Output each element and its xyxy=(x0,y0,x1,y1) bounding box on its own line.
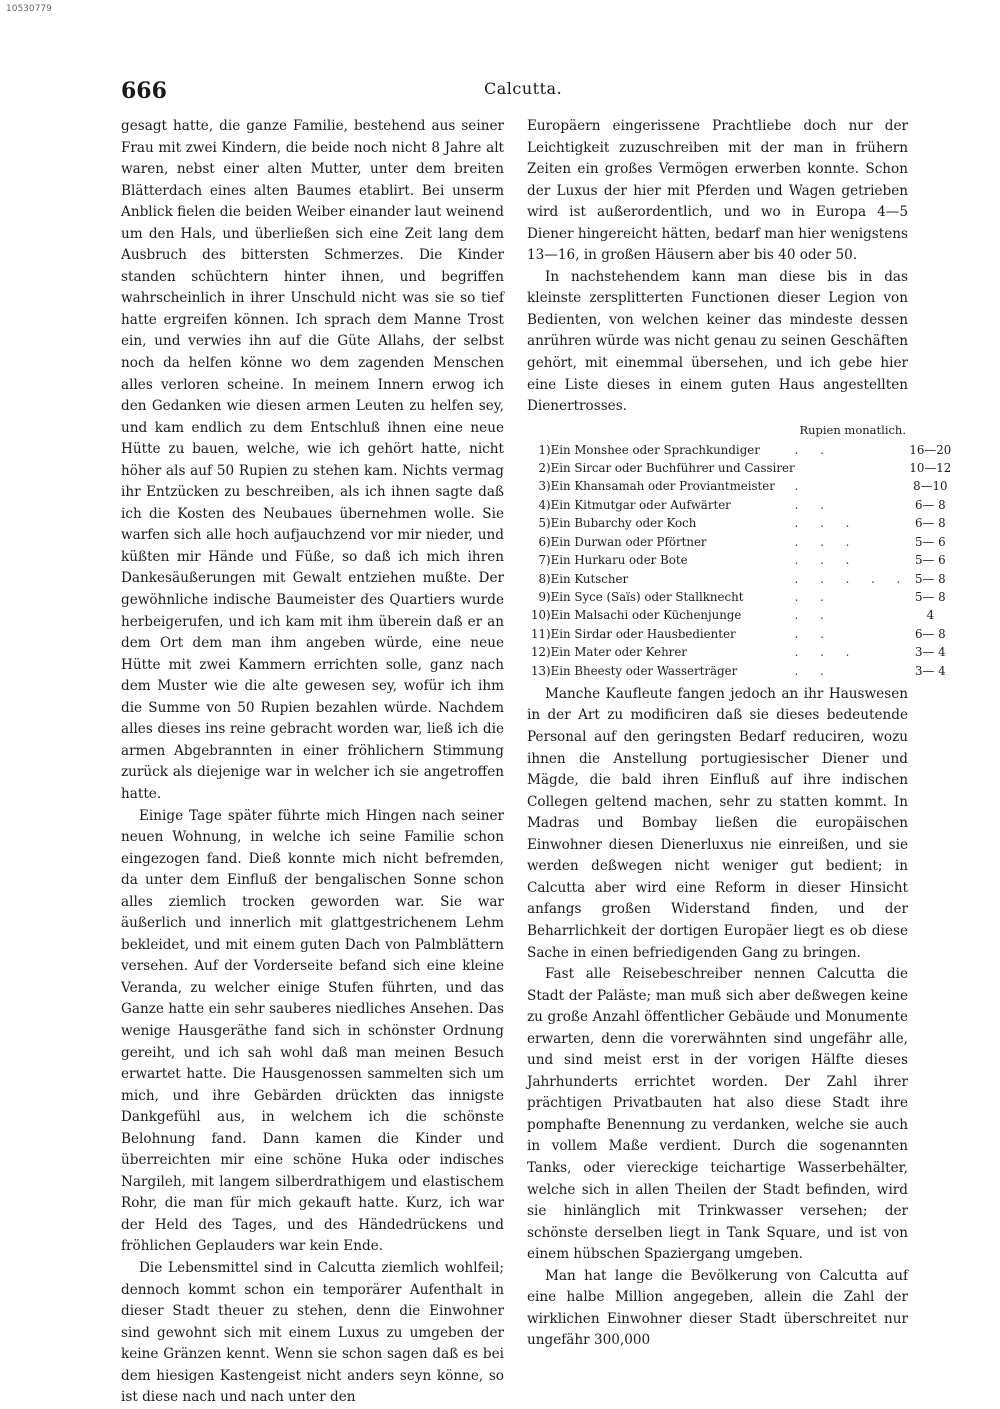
servant-dots: . . xyxy=(794,608,833,623)
table-row xyxy=(531,643,951,661)
servant-rate: 6— 8 xyxy=(915,516,946,531)
servant-num: 9) xyxy=(538,589,551,604)
table-row xyxy=(531,496,951,514)
paragraph: In nachstehendem kann man diese bis in das kleinste zersplitterten Functionen dieser Legion von Bedienten, von welchen keiner das mindeste dessen anrühren würde was nicht genau zu seinen Geschäften gehört, mit einemmal übersehen, und ich gebe hier eine Liste dieses in einem guten Haus angestellten Dienertrosses. xyxy=(527,268,908,415)
servant-dots: . . . . . xyxy=(794,571,910,586)
table-header: Rupien monatlich. xyxy=(799,422,906,437)
table-row xyxy=(531,570,951,588)
servant-rate: 16—20 xyxy=(909,442,952,457)
servant-desc: Ein Kutscher xyxy=(550,571,629,586)
servant-desc: Ein Kitmutgar oder Aufwärter xyxy=(550,497,731,512)
table-row xyxy=(531,533,951,551)
servant-num: 10) xyxy=(531,608,551,623)
servant-dots: . . . xyxy=(794,553,859,568)
servant-desc: Ein Hurkaru oder Bote xyxy=(550,553,688,568)
servant-num: 3) xyxy=(538,479,551,494)
table-row xyxy=(531,441,951,459)
servant-dots: . . xyxy=(794,497,833,512)
servant-num: 1) xyxy=(538,442,551,457)
table-row xyxy=(531,662,951,680)
servant-dots: . . . xyxy=(794,534,859,549)
table-row xyxy=(531,459,951,477)
servant-dots: . . xyxy=(794,663,833,678)
archive-stamp: 10530779 xyxy=(6,4,52,14)
paragraph: Fast alle Reisebeschreiber nennen Calcutta die Stadt der Paläste; man muß sich aber deßwegen keine zu große Anzahl öffentlicher Gebäude und Monumente erwarten, denn die vorerwähnten sind ungefähr alle, und sind meist erst in der vorigen Hälfte dieses Jahrhunderts errichtet worden. Der Zahl ihrer prächtigen Privatbauten hat also diese Stadt ihre pomphafte Benennung zu verdanken, welche sie auch in vollem Maße verdient. Durch die sogenannten Tanks, oder viereckige teichartige Wasserbehälter, welche sich in allen Theilen der Stadt befinden, wird sie hinlänglich mit Trinkwasser versehen; der schönste derselben liegt in Tank Square, und ist von einem hübschen Spaziergang umgeben. xyxy=(527,966,908,1263)
servant-num: 2) xyxy=(538,461,551,476)
servant-num: 7) xyxy=(538,553,551,568)
servant-desc: Ein Bheesty oder Wasserträger xyxy=(550,663,738,678)
servant-dots: . . xyxy=(794,589,833,604)
servant-rate: 8—10 xyxy=(913,479,948,494)
servant-rate: 4 xyxy=(926,608,935,623)
servant-num: 5) xyxy=(538,516,551,531)
servant-dots: . . xyxy=(794,626,833,641)
table-row xyxy=(531,625,951,643)
page-number: 666 xyxy=(121,78,167,104)
table-row xyxy=(531,551,951,569)
servant-rate: 5— 8 xyxy=(915,589,946,604)
servants-table xyxy=(531,441,951,680)
running-title: Calcutta. xyxy=(484,79,563,98)
paragraph: Einige Tage später führte mich Hingen nach seiner neuen Wohnung, in welche ich seine Familie schon eingezogen fand. Dieß konnte mich nicht befremden, da unter dem Einfluß der bengalischen Sonne schon alles ziemlich trocken geworden war. Sie war äußerlich und innerlich mit glattgestrichenem Lehm bekleidet, und mit einem guten Dach von Palmblättern versehen. Auf der Vorderseite befand sich eine kleine Veranda, zu welcher einige Stufen führten, und das Ganze hatte ein sehr sauberes niedliches Ansehen. Das wenige Hausgeräthe fand sich in schönster Ordnung gereiht, und ich sah wohl daß man meinen Besuch erwartet hatte. Die Hausgenossen sammelten sich um mich, und ihre Gebärden drückten das innigste Dankgefühl aus, in welchem ich die schönste Belohnung fand. Dann kamen die Kinder und überreichten mir eine schöne Huka oder indisches Nargileh, mit langem silberdrathigem und elastischem Rohr, die man für mich gekauft hatte. Kurz, ich war der Held des Tages, und des Händedrückens und fröhlichen Geplauders war kein Ende. xyxy=(121,807,504,1255)
servant-desc: Ein Sirdar oder Hausbedienter xyxy=(550,626,736,641)
left-column xyxy=(121,116,504,1409)
servant-rate: 3— 4 xyxy=(915,645,946,660)
servant-num: 11) xyxy=(531,626,551,641)
servant-desc: Ein Mater oder Kehrer xyxy=(550,645,687,660)
servant-num: 12) xyxy=(531,645,551,660)
servant-desc: Ein Monshee oder Sprachkundiger xyxy=(550,442,760,457)
table-row xyxy=(531,477,951,495)
right-column xyxy=(527,116,952,1352)
servant-rate: 10—12 xyxy=(909,461,952,476)
servant-rate: 6— 8 xyxy=(915,497,946,512)
servant-rate: 5— 6 xyxy=(915,534,946,549)
servant-rate: 6— 8 xyxy=(915,626,946,641)
servant-rate: 5— 6 xyxy=(915,553,946,568)
servant-desc: Ein Khansamah oder Proviantmeister xyxy=(550,479,775,494)
table-row xyxy=(531,588,951,606)
table-row xyxy=(531,606,951,624)
servant-rate: 3— 4 xyxy=(915,663,946,678)
servant-desc: Ein Syce (Saïs) oder Stallknecht xyxy=(550,589,744,604)
servant-num: 8) xyxy=(538,571,551,586)
servant-num: 13) xyxy=(531,663,551,678)
table-row xyxy=(531,514,951,532)
servant-desc: Ein Sircar oder Buchführer und Cassirer xyxy=(550,461,795,476)
servant-desc: Ein Bubarchy oder Koch xyxy=(550,516,697,531)
paragraph: Die Lebensmittel sind in Calcutta ziemlich wohlfeil; dennoch kommt schon ein temporärer Aufenthalt in dieser Stadt theuer zu stehen, denn die Einwohner sind gewohnt sich mit einem Luxus zu umgeben der keine Gränzen kennt. Wenn sie schon sagen daß es bei dem hiesigen Kastengeist nicht anders seyn könne, so ist diese nach und nach unter den xyxy=(121,1259,504,1406)
servant-dots xyxy=(795,459,910,477)
servant-rate: 5— 8 xyxy=(915,571,946,586)
paragraph: Manche Kaufleute fangen jedoch an ihr Hauswesen in der Art zu modificiren daß sie dieses bedeutende Personal auf den geringsten Bedarf reduciren, wozu ihnen die Anstellung portugiesischer Diener und Mägde, die bald ihren Einfluß auf ihre indischen Collegen geltend machen, sehr zu statten kommt. In Madras und Bombay ließen die europäischen Einwohner diesen Dienerluxus nie einreißen, und sie werden deßwegen nicht weniger gut bedient; in Calcutta aber wird eine Reform in dieser Hinsicht anfangs großen Widerstand finden, und der Beharrlichkeit der dortigen Europäer liegt es ob diese Sache in einen befriedigenden Gang zu bringen. xyxy=(527,685,908,961)
servant-dots: . . . xyxy=(794,516,859,531)
servant-num: 6) xyxy=(538,534,551,549)
servant-dots: . . xyxy=(794,442,833,457)
servant-dots: . xyxy=(794,479,808,494)
paragraph: Man hat lange die Bevölkerung von Calcutta auf eine halbe Million angegeben, allein die Zahl der wirklichen Einwohner dieser Stadt überschreitet nur ungefähr 300,000 xyxy=(527,1267,908,1349)
servant-desc: Ein Durwan oder Pförtner xyxy=(550,534,707,549)
servant-dots: . . . xyxy=(794,645,859,660)
servant-desc: Ein Malsachi oder Küchenjunge xyxy=(550,608,742,623)
servant-num: 4) xyxy=(538,497,551,512)
paragraph: Europäern eingerissene Prachtliebe doch nur der Leichtigkeit zuzuschreiben mit der man in frühern Zeiten ein großes Vermögen erwerben konnte. Schon der Luxus der hier mit Pferden und Wagen getrieben wird ist außerordentlich, und wo in Europa 4—5 Diener hingereicht hätten, bedarf man hier wenigstens 13—16, in großen Häusern aber bis 40 oder 50. xyxy=(527,118,908,264)
paragraph: gesagt hatte, die ganze Familie, bestehend aus seiner Frau mit zwei Kindern, die beide noch nicht 8 Jahre alt waren, nebst einer alten Mutter, unter dem breiten Blätterdach eines alten Baumes etablirt. Bei unserm Anblick fielen die beiden Weiber einander laut weinend um den Hals, und überließen sich eine Zeit lang dem Ausbruch des bittersten Schmerzes. Die Kinder standen schüchtern hinter ihnen, und begriffen wahrscheinlich in ihrer Unschuld nicht was sie so tief hatte ergreifen können. Ich sprach dem Manne Trost ein, und verwies ihn auf die Güte Allahs, der selbst noch da helfen könne wo dem zagenden Menschen alles verloren scheine. In meinem Innern erwog ich den Gedanken wie diesen armen Leuten zu helfen sey, und kam endlich zu dem Entschluß ihnen eine neue Hütte zu bauen, welche, wie ich gehört hatte, nicht höher als auf 50 Rupien zu stehen kam. Nichts vermag ihr Entzücken zu beschreiben, als ich ihnen sagte daß ich die Kosten des Neubaues übernehmen wolle. Sie warfen sich alle hoch aufjauchzend vor mir nieder, und küßten mir Hände und Füße, so daß ich mich ihren Dankesäußerungen mit Gewalt entziehen mußte. Der gewöhnliche indische Baumeister des Quartiers wurde herbeigerufen, und ich kam mit ihm überein daß er an dem Ort dem man ihm angeben würde, eine neue Hütte mit zwei Kammern errichten solle, ganz nach dem Muster wie die alte gewesen sey, wofür ich ihm die Summe von 50 Rupien bezahlen würde. Nachdem alles dieses ins reine gebracht worden war, ließ ich die armen Abgebrannten in einer fröhlichern Stimmung zurück als diejenige war in welcher ich sie angetroffen hatte. xyxy=(121,118,504,802)
